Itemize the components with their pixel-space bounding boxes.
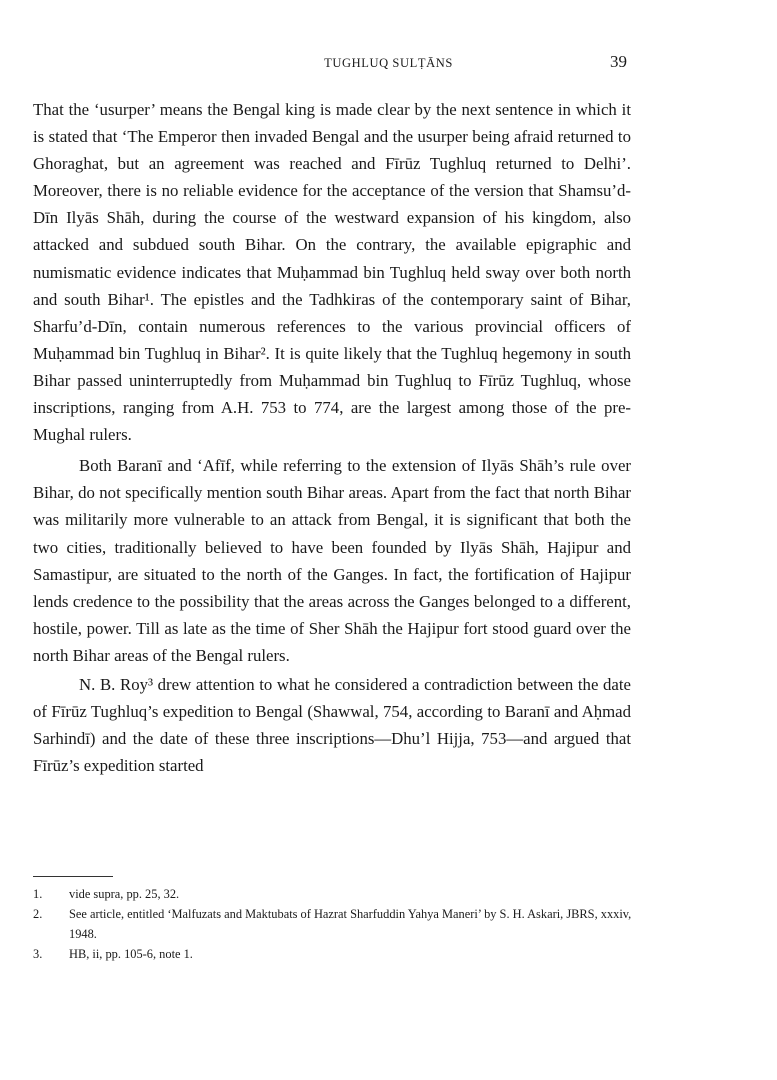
main-text bbox=[33, 96, 631, 779]
footnote-text: HB, ii, pp. 105-6, note 1. bbox=[69, 947, 193, 961]
paragraph-1: That the ‘usurper’ means the Bengal king is made clear by the next sentence in which it is stated that ‘The Emperor then invaded Bengal and the usurper being afraid returned to Ghoraghat, but an agreement was reached and Fīrūz Tughluq returned to Delhi’. Moreover, there is no reliable evidence for the acceptance of the version that Shamsu’d-Dīn Ilyās Shāh, during the course of the westward expansion of his kingdom, also attacked and subdued south Bihar. On the contrary, the available epigraphic and numismatic evidence indicates that Muḥammad bin Tughluq held sway over both north and south Bihar¹. The epistles and the Tadhkiras of the contemporary saint of Bihar, Sharfu’d-Dīn, contain numerous references to the various provincial officers of Muḥammad bin Tughluq in Bihar². It is quite likely that the Tughluq hegemony in south Bihar passed uninterruptedly from Muḥammad bin Tughluq to Fīrūz Tughluq, whose inscriptions, ranging from A.H. 753 to 774, are the largest among those of the pre-Mughal rulers. bbox=[33, 100, 631, 445]
footnote-text: vide supra, pp. 25, 32. bbox=[69, 887, 180, 901]
footnote-3 bbox=[33, 944, 633, 964]
footnote-number: 2. bbox=[33, 907, 43, 921]
running-title: TUGHLUQ SULṬĀNS bbox=[324, 56, 453, 70]
footnote-divider bbox=[33, 876, 113, 877]
paragraph-3: N. B. Roy³ drew attention to what he considered a contradiction between the date of Fīrūz Tughluq’s expedition to Bengal (Shawwal, 754, according to Baranī and Aḥmad Sarhindī) and the date of these three inscriptions—Dhu’l Hijja, 753—and argued that Fīrūz’s expedition started bbox=[33, 674, 631, 776]
page-number: 39 bbox=[610, 52, 627, 71]
footnote-2 bbox=[33, 904, 633, 944]
paragraph-2: Both Baranī and ‘Afīf, while referring to the extension of Ilyās Shāh’s rule over Bihar, do not specifically mention south Bihar areas. Apart from the fact that north Bihar was militarily more vulnerable to an attack from Bengal, it is significant that both the two cities, traditionally believed to have been founded by Ilyās Shāh, Hajipur and Samastipur, are situated to the north of the Ganges. In fact, the fortification of Hajipur lends credence to the possibility that the areas across the Ganges belonged to a different, hostile, power. Till as late as the time of Sher Shāh the Hajipur fort stood guard over the north Bihar areas of the Bengal rulers. bbox=[33, 456, 631, 665]
footnote-number: 1. bbox=[33, 887, 43, 901]
footnotes bbox=[33, 884, 633, 964]
footnote-number: 3. bbox=[33, 947, 43, 961]
footnote-text: See article, entitled ‘Malfuzats and Maktubats of Hazrat Sharfuddin Yahya Maneri’ by S. H. Askari, JBRS, xxxiv, 1948. bbox=[69, 907, 632, 941]
footnote-1 bbox=[33, 884, 633, 904]
